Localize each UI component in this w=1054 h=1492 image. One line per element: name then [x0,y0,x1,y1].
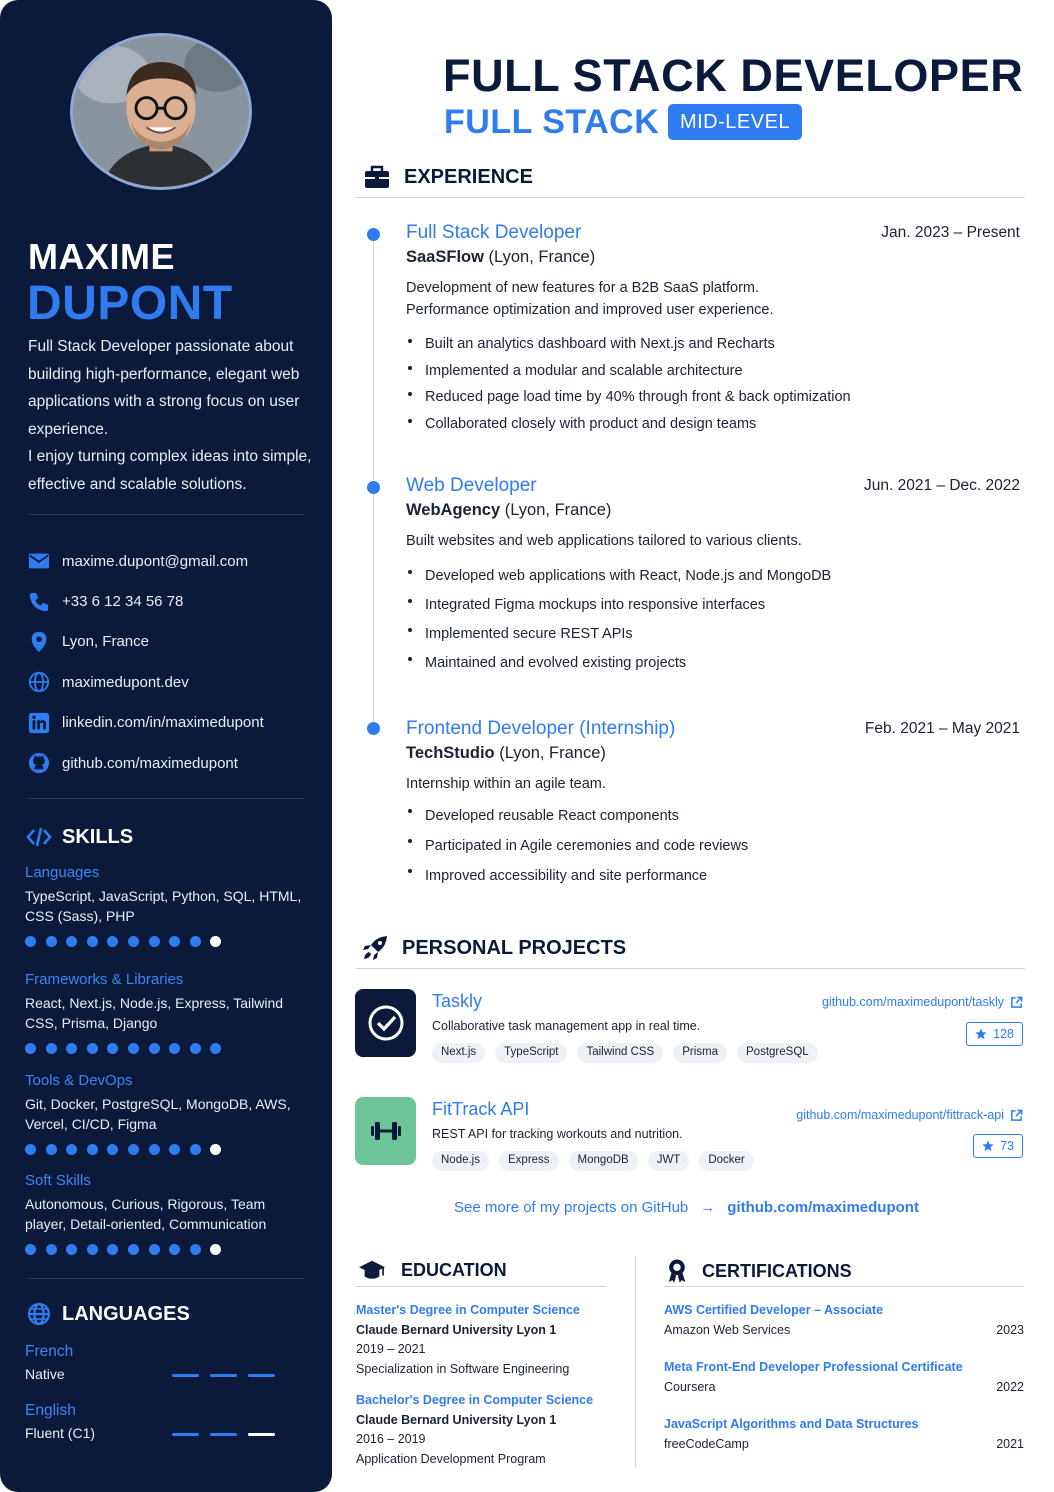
job-bullet: Maintained and evolved existing projects [406,649,1020,678]
award-icon [666,1258,688,1284]
certifications-heading [666,1258,852,1284]
project-tags [432,1043,828,1063]
skill-dot-filled [107,1043,118,1054]
project-tags [432,1151,764,1171]
bio-paragraph: Full Stack Developer passionate about building high-performance, elegant web applications with a strong focus on user experience. [28,338,300,438]
degree: Master's Degree in Computer Science [356,1303,580,1317]
skill-text: React, Next.js, Node.js, Express, Tailwind CSS, Prisma, Django [25,995,284,1031]
skill-dots [25,1244,310,1255]
certification-issuer: Amazon Web Services [664,1322,791,1337]
certification-year: 2022 [996,1379,1024,1394]
star-icon [982,1140,994,1152]
skill-dot-empty [210,1144,221,1155]
job-entry [406,718,1020,891]
see-more-text: See more of my projects on GitHub [454,1199,689,1216]
tech-tag: Docker [699,1151,753,1171]
project-link[interactable] [796,1108,1023,1122]
section-divider [355,968,1025,969]
tech-tag: Prisma [673,1043,727,1063]
certification-item [664,1301,1024,1340]
job-bullet: Implemented a modular and scalable architecture [406,358,1020,385]
skill-dot-filled [87,1244,98,1255]
experience-title: EXPERIENCE [404,165,533,188]
briefcase-icon [364,164,390,190]
phone-icon [28,591,50,613]
project-name[interactable]: Taskly [432,991,483,1011]
language-bar-empty [248,1433,275,1436]
skill-dot-filled [190,936,201,947]
job-date: Jan. 2023 – Present [881,224,1020,241]
language-bar-filled [210,1433,237,1436]
education-detail: Application Development Program [356,1451,546,1466]
tech-tag: Node.js [432,1151,489,1171]
language-bar-filled [210,1374,237,1377]
company-name: WebAgency [406,501,501,519]
skill-text: Git, Docker, PostgreSQL, MongoDB, AWS, Vercel, CI/CD, Figma [25,1096,291,1132]
globe-icon [28,671,50,693]
skill-dot-filled [25,1043,36,1054]
language-bar-filled [172,1433,199,1436]
skill-group [25,1072,310,1155]
arrow-right-icon: → [700,1199,716,1216]
contact-list [28,541,264,783]
tech-tag: Next.js [432,1043,485,1063]
education-item [356,1391,593,1469]
contact-text: maximedupont.dev [62,673,189,691]
job-bullet: Developed web applications with React, Node.js and MongoDB [406,562,1020,591]
graduation-cap-icon [357,1258,387,1282]
skill-dots [25,1043,310,1054]
certifications-title: CERTIFICATIONS [702,1260,852,1281]
skill-dot-filled [25,936,36,947]
tech-tag: Express [499,1151,559,1171]
skill-label: Soft Skills [25,1172,91,1189]
skill-dot-filled [149,936,160,947]
language-bars [161,1433,275,1436]
job-entry [406,475,1020,678]
contact-website[interactable] [28,662,264,702]
job-bullets [406,331,1020,437]
star-icon [975,1028,987,1040]
language-bar-filled [172,1374,199,1377]
school: Claude Bernard University Lyon 1 [356,1412,557,1427]
skill-dot-filled [128,936,139,947]
project-icon-tile [355,989,416,1057]
contact-text: maxime.dupont@gmail.com [62,552,249,570]
education-title: EDUCATION [401,1259,507,1280]
skill-dot-filled [169,1244,180,1255]
language-level: Native [25,1366,65,1382]
skill-dot-filled [169,1043,180,1054]
skill-dot-filled [25,1144,36,1155]
section-divider [664,1286,1024,1287]
degree: Bachelor's Degree in Computer Science [356,1393,594,1407]
mail-icon [28,550,50,572]
skill-dot-filled [66,936,77,947]
skill-dot-filled [190,1043,201,1054]
job-description [406,530,1020,552]
job-date: Feb. 2021 – May 2021 [864,720,1020,737]
certification-year: 2023 [996,1322,1024,1337]
skill-group [25,864,310,947]
job-bullet: Improved accessibility and site performance [406,861,1020,891]
job-bullet: Developed reusable React components [406,801,1020,831]
avatar [70,33,252,190]
project-link[interactable] [822,995,1023,1009]
contact-phone[interactable] [28,581,264,621]
last-name: DUPONT [27,277,233,330]
education-item [356,1301,580,1379]
skills-heading [26,825,133,849]
job-bullets [406,801,1020,891]
code-icon [26,825,52,849]
job-title-heading: FULL STACK DEVELOPER [443,50,1024,101]
skill-dot-filled [128,1144,139,1155]
project-link-text: github.com/maximedupont/fittrack-api [796,1108,1004,1122]
company-location: (Lyon, France) [499,744,606,762]
contact-text: +33 6 12 34 56 78 [62,593,184,611]
project-icon-tile [355,1097,416,1165]
job-bullet: Integrated Figma mockups into responsive interfaces [406,591,1020,620]
certification-name: JavaScript Algorithms and Data Structures [664,1417,919,1431]
skill-dot-filled [46,936,57,947]
divider [28,514,304,515]
bio [28,333,318,498]
job-date: Jun. 2021 – Dec. 2022 [864,477,1020,494]
check-circle-icon [367,1004,405,1042]
sidebar [0,0,332,1492]
skill-dot-filled [25,1244,36,1255]
column-divider [635,1256,636,1468]
project-name[interactable]: FitTrack API [432,1099,530,1119]
see-more-projects[interactable] [454,1199,919,1216]
divider [28,798,304,799]
job-entry [406,222,1020,437]
skill-dot-empty [210,936,221,947]
job-title: Web Developer [406,475,537,496]
see-more-link[interactable]: github.com/maximedupont [727,1199,919,1216]
job-bullet: Implemented secure REST APIs [406,620,1020,649]
level-badge: MID-LEVEL [668,104,802,140]
certification-year: 2021 [996,1436,1024,1451]
job-description [406,773,1020,795]
certification-item [664,1415,1024,1454]
job-bullet: Collaborated closely with product and design teams [406,411,1020,438]
timeline-dot [367,722,380,735]
section-divider [355,1286,606,1287]
contact-github[interactable] [28,743,264,783]
globe-icon [26,1302,52,1326]
section-divider [355,197,1025,198]
language-name: French [25,1343,74,1360]
job-description-line: Internship within an agile team. [406,776,606,792]
tech-tag: TypeScript [495,1043,567,1063]
certification-name: Meta Front-End Developer Professional Certificate [664,1360,963,1374]
skill-dot-filled [107,1144,118,1155]
language-name: English [25,1402,76,1419]
skill-dot-empty [210,1244,221,1255]
education-detail: Specialization in Software Engineering [356,1361,570,1376]
language-item [25,1402,275,1441]
project-link-text: github.com/maximedupont/taskly [821,995,1004,1009]
project-description: Collaborative task management app in real time. [432,1019,701,1033]
projects-heading [362,935,626,961]
skill-group [25,971,310,1054]
skill-dot-filled [46,1244,57,1255]
bio-paragraph: I enjoy turning complex ideas into simple, effective and scalable solutions. [28,448,312,493]
skill-label: Languages [25,864,100,881]
job-company [406,248,1020,267]
tech-tag: Tailwind CSS [577,1043,663,1063]
company-location: (Lyon, France) [504,501,612,519]
job-company [406,501,1020,520]
certification-issuer: Coursera [664,1379,716,1394]
timeline-dot [367,228,380,241]
language-bars [161,1374,275,1377]
company-name: TechStudio [406,744,495,762]
languages-heading [26,1302,190,1326]
skill-dot-filled [46,1144,57,1155]
rocket-icon [362,935,388,961]
tech-tag: MongoDB [569,1151,638,1171]
skill-dot-filled [107,1244,118,1255]
contact-text: linkedin.com/in/maximedupont [62,714,264,732]
stars-count: 73 [1000,1139,1014,1153]
tech-tag: JWT [648,1151,690,1171]
education-heading [357,1258,507,1282]
timeline-dot [367,481,380,494]
skill-text: Autonomous, Curious, Rigorous, Team player, Detail-oriented, Communication [25,1196,267,1232]
contact-email[interactable] [28,541,264,581]
job-bullet: Reduced page load time by 40% through front & back optimization [406,384,1020,411]
skill-dot-filled [66,1043,77,1054]
skill-dot-filled [128,1244,139,1255]
external-link-icon [1010,1109,1023,1122]
contact-text: github.com/maximedupont [62,754,238,772]
skill-dot-filled [87,1043,98,1054]
skill-dot-filled [169,936,180,947]
job-description-line: Performance optimization and improved user experience. [406,302,774,318]
dumbbell-icon [367,1112,405,1150]
skill-dot-filled [87,936,98,947]
language-item [25,1343,275,1382]
skill-dot-filled [66,1244,77,1255]
skill-dot-filled [107,936,118,947]
skill-dots [25,1144,310,1155]
job-title: Full Stack Developer [406,222,582,243]
linkedin-icon [28,712,50,734]
job-description-line: Built websites and web applications tailored to various clients. [406,533,802,549]
experience-heading [364,164,533,190]
language-bar-filled [248,1374,275,1377]
languages-title: LANGUAGES [62,1302,190,1325]
skill-dot-filled [149,1043,160,1054]
skill-dot-filled [149,1244,160,1255]
skill-dot-filled [169,1144,180,1155]
skill-dot-filled [87,1144,98,1155]
github-icon [28,752,50,774]
education-years: 2016 – 2019 [356,1432,426,1446]
contact-text: Lyon, France [62,633,149,651]
certification-issuer: freeCodeCamp [664,1436,749,1451]
contact-location [28,622,264,662]
skill-text: TypeScript, JavaScript, Python, SQL, HTML, CSS (Sass), PHP [25,888,302,924]
skill-dot-filled [149,1144,160,1155]
skills-title: SKILLS [62,825,134,848]
skill-dots [25,936,310,947]
skill-dot-filled [190,1244,201,1255]
tech-tag: PostgreSQL [737,1043,818,1063]
job-bullet: Participated in Agile ceremonies and code reviews [406,831,1020,861]
language-level: Fluent (C1) [25,1425,96,1441]
location-icon [28,631,50,653]
project-description: REST API for tracking workouts and nutrition. [432,1127,683,1141]
project-card [355,989,1025,1069]
job-company [406,744,1020,763]
skill-dot-filled [66,1144,77,1155]
certification-name: AWS Certified Developer – Associate [664,1303,884,1317]
stars-count: 128 [993,1027,1014,1041]
skill-dot-filled [190,1144,201,1155]
job-description [406,277,1020,321]
contact-linkedin[interactable] [28,703,264,743]
job-description-line: Development of new features for a B2B SaaS platform. [406,280,760,296]
company-name: SaaSFlow [406,248,484,266]
job-title: Frontend Developer (Internship) [406,718,676,739]
skill-dot-filled [210,1043,221,1054]
avatar-photo-icon [73,36,249,187]
first-name: MAXIME [28,236,175,277]
skill-label: Frameworks & Libraries [25,971,184,988]
divider [28,1278,304,1279]
stars-badge[interactable] [966,1022,1023,1046]
external-link-icon [1010,996,1023,1009]
job-subtitle: FULL STACK [444,103,660,141]
education-years: 2019 – 2021 [356,1342,426,1356]
skill-dot-filled [128,1043,139,1054]
skill-group [25,1172,310,1255]
projects-title: PERSONAL PROJECTS [402,936,627,959]
job-bullets [406,562,1020,678]
skill-dot-filled [46,1043,57,1054]
company-location: (Lyon, France) [488,248,596,266]
project-card [355,1097,1025,1177]
school: Claude Bernard University Lyon 1 [356,1322,557,1337]
certification-item [664,1358,1024,1397]
stars-badge[interactable] [973,1134,1023,1158]
job-bullet: Built an analytics dashboard with Next.js and Recharts [406,331,1020,358]
skill-label: Tools & DevOps [25,1072,133,1089]
